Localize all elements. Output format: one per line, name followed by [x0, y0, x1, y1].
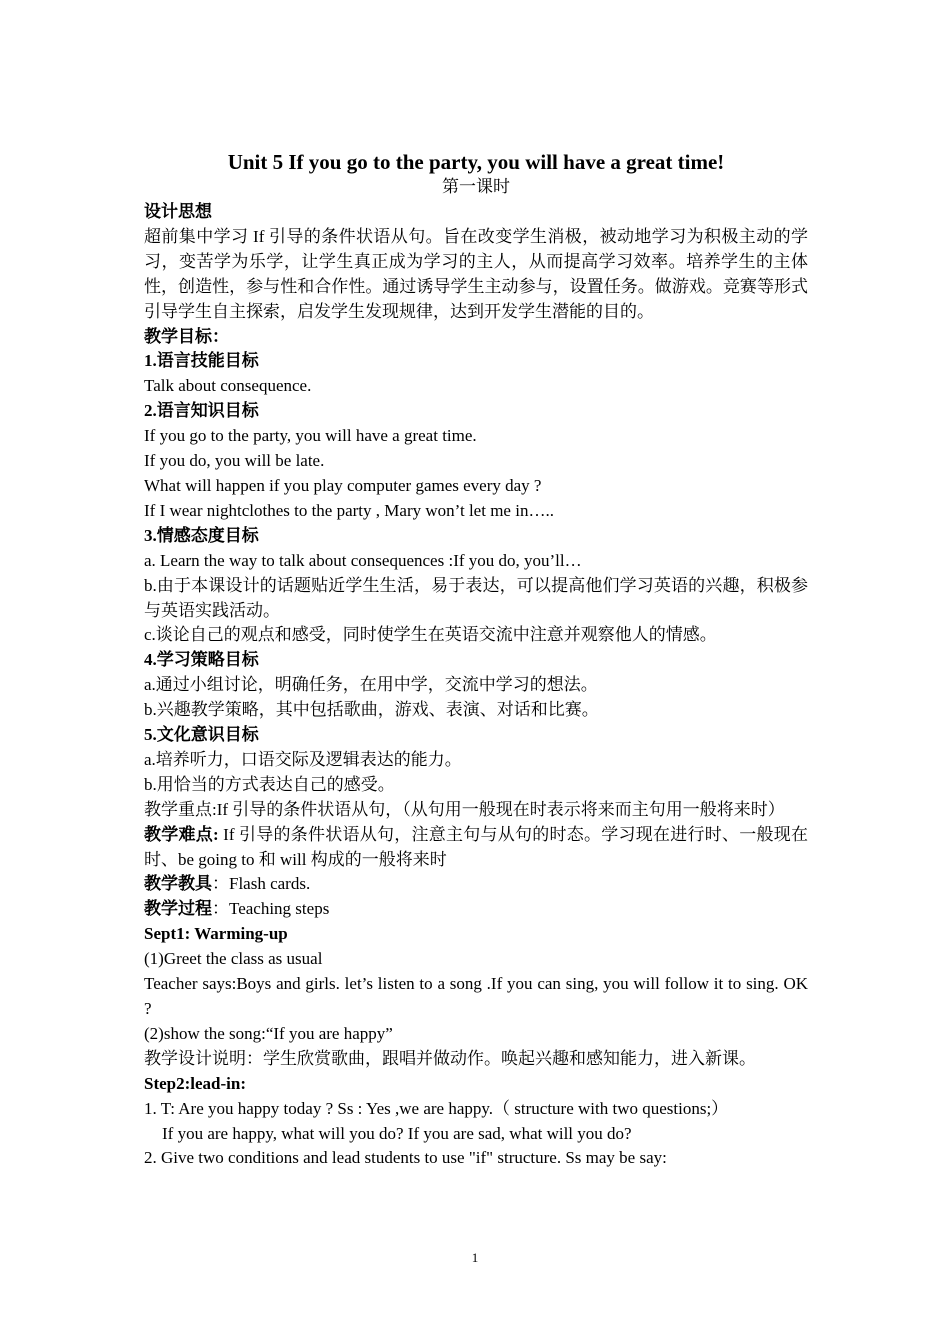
- body-text: 教学重点:If 引导的条件状语从句，（从句用一般现在时表示将来而主句用一般将来时）: [144, 799, 785, 819]
- document-page: [144, 148, 808, 1171]
- body-text: Talk about consequence.: [144, 376, 312, 396]
- page-number: 1: [471, 1250, 479, 1265]
- body-text: a. Learn the way to talk about consequences :If you do, you’ll…: [144, 550, 582, 570]
- body-text: 1. T: Are you happy today ? Ss : Yes ,we are happy.（ structure with two questions;）: [144, 1098, 729, 1118]
- body-text: If you go to the party, you will have a great time.: [144, 426, 477, 446]
- section-heading: 5.文化意识目标: [144, 725, 259, 745]
- body-text: 教学设计说明：学生欣赏歌曲，跟唱并做动作。唤起兴趣和感知能力，进入新课。: [144, 1048, 756, 1068]
- difficulty-line: [144, 823, 808, 873]
- body-text: Teacher says:Boys and girls. let’s listen to a song .If you can sing, you will follow it to sing. OK ?: [144, 974, 808, 1018]
- body-section-1: [144, 200, 808, 823]
- tools-line: [144, 872, 808, 897]
- document-title: Unit 5 If you go to the party, you will have a great time!: [227, 150, 725, 174]
- body-text: a.通过小组讨论，明确任务，在用中学，交流中学习的想法。: [144, 675, 598, 695]
- tools-text: ：Flash cards.: [212, 874, 311, 894]
- document-subtitle: 第一课时: [442, 177, 510, 196]
- body-text: (1)Greet the class as usual: [144, 949, 323, 969]
- body-section-2: [144, 922, 808, 1121]
- body-text: b.用恰当的方式表达自己的感受。: [144, 774, 395, 794]
- section-heading: 教学目标：: [144, 326, 229, 346]
- body-text: b.由于本课设计的话题贴近学生生活，易于表达，可以提高他们学习英语的兴趣，积极参与英语实践活动。: [144, 575, 808, 620]
- process-line: [144, 897, 808, 922]
- difficulty-label: 教学难点:: [144, 824, 219, 844]
- body-text: What will happen if you play computer games every day ?: [144, 475, 542, 495]
- section-heading: 3.情感态度目标: [144, 525, 259, 545]
- section-heading: 4.学习策略目标: [144, 650, 259, 670]
- section-heading: 1.语言技能目标: [144, 351, 259, 371]
- section-heading: Step2:lead-in:: [144, 1073, 246, 1093]
- body-text: b.兴趣教学策略，其中包括歌曲，游戏、表演、对话和比赛。: [144, 700, 599, 720]
- section-heading: 设计思想: [144, 202, 212, 221]
- tools-label: 教学教具: [144, 874, 212, 894]
- conditions-line: 2. Give two conditions and lead students to use "if" structure. Ss may be say:: [144, 1148, 667, 1168]
- difficulty-text: If 引导的条件状语从句，注意主句与从句的时态。学习现在进行时、一般现在时、be going to 和 will 构成的一般将来时: [144, 824, 808, 869]
- section-heading: 2.语言知识目标: [144, 401, 259, 421]
- body-text: a.培养听力，口语交际及逻辑表达的能力。: [144, 749, 462, 769]
- body-text: (2)show the song:“If you are happy”: [144, 1023, 393, 1043]
- body-text: If you do, you will be late.: [144, 451, 325, 471]
- body-text: 超前集中学习 If 引导的条件状语从句。旨在改变学生消极，被动地学习为积极主动的学习，变苦学为乐学，让学生真正成为学习的主人，从而提高学习效率。培养学生的主体性，创造性，参与性和合作性。通过诱导学生主动参与，设置任务。做游戏。竞赛等形式引导学生自主探索，启发学生发现规律，达到开发学生潜能的目的。: [144, 226, 808, 321]
- body-text: c.谈论自己的观点和感受，同时使学生在英语交流中注意并观察他人的情感。: [144, 625, 717, 645]
- process-text: ：Teaching steps: [212, 899, 330, 919]
- section-heading: Sept1: Warming-up: [144, 924, 288, 944]
- indented-questions: If you are happy, what will you do? If you are sad, what will you do?: [162, 1123, 632, 1143]
- body-text: If I wear nightclothes to the party , Mary won’t let me in…..: [144, 500, 554, 520]
- process-label: 教学过程: [144, 899, 212, 919]
